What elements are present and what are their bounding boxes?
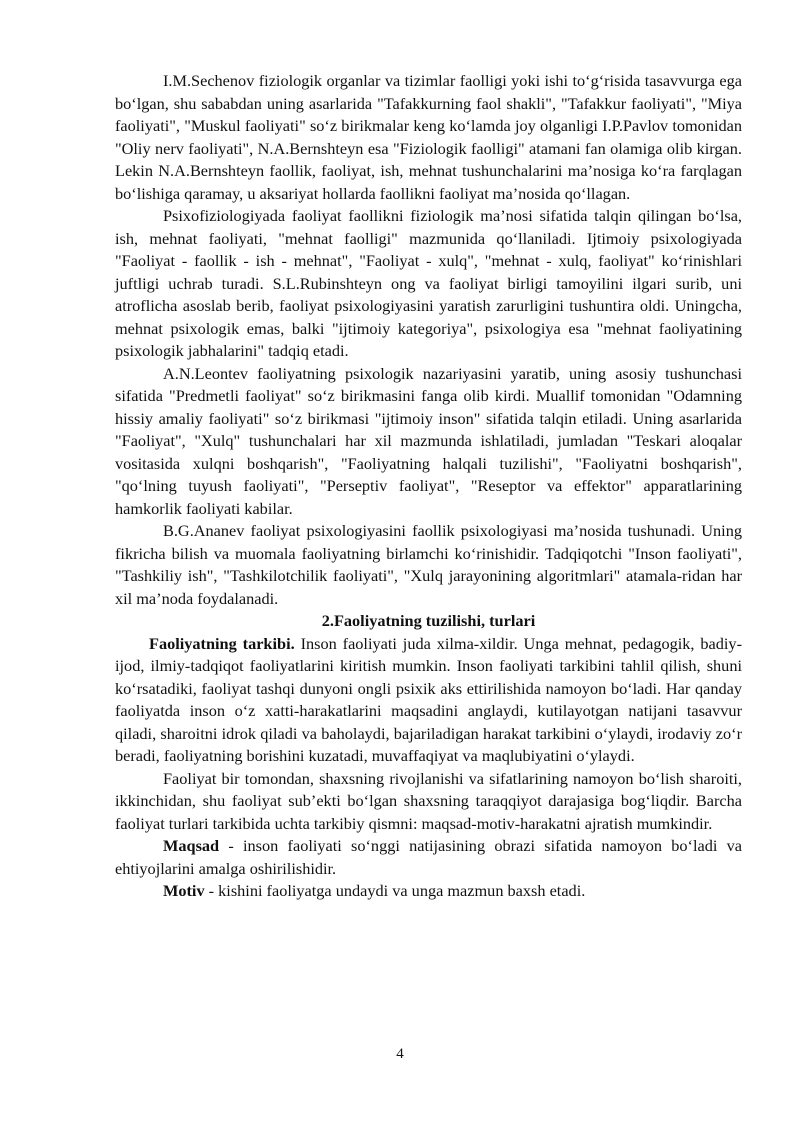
maqsad-term: Maqsad bbox=[163, 836, 220, 855]
paragraph-sechenov: I.M.Sechenov fiziologik organlar va tizimlar faolligi yoki ishi to‘g‘risida tasavvurga ega bo‘lgan, shu sababdan uning asarlarida "Tafakkurning faol shakli", "Tafakkur faoliyati", "Miya faoliyati", "Muskul faoliyati" so‘z birikmalar keng ko‘lamda joy olganligi I.P.Pavlov tomonidan "Oliy nerv faoliyati", N.A.Bernshteyn esa "Fiziologik faolligi" atamani fan olamiga olib kirgan. Lekin N.A.Bernshteyn faollik, faoliyat, ish, mehnat tushunchalarini ma’nosiga ko‘ra farqlagan bo‘lishiga qaramay, u aksariyat hollarda faollikni faoliyat ma’nosida qo‘llagan. bbox=[115, 71, 742, 203]
paragraph-motiv bbox=[115, 880, 742, 903]
maqsad-text: - inson faoliyati so‘nggi natijasining obrazi sifatida namoyon bo‘ladi va ehtiyojlarini amalga oshirilishidir. bbox=[115, 836, 742, 878]
page-body bbox=[115, 70, 742, 903]
paragraph-structure bbox=[115, 633, 742, 768]
paragraph-psychophysiology: Psixofiziologiyada faoliyat faollikni fiziologik ma’nosi sifatida talqin qilingan bo‘lsa, ish, mehnat faoliyati, "mehnat faolligi" mazmunida qo‘llaniladi. Ijtimoiy psixologiyada "Faoliyat - faollik - ish - mehnat", "Faoliyat - xulq", "mehnat - xulq, faoliyat" ko‘rinishlari juftligi uchrab turadi. S.L.Rubinshteyn ong va faoliyat birligi tamoyilini ilgari surib, uni atroflicha asoslab berib, faoliyat psixologiyasini yaratish zarurligini tushuntira oldi. Uningcha, mehnat psixologik emas, balki "ijtimoiy kategoriya", psixologiya esa "mehnat faoliyatining psixologik jabhalarini" tadqiq etadi. bbox=[115, 206, 742, 360]
paragraph-development: Faoliyat bir tomondan, shaxsning rivojlanishi va sifatlarining namoyon bo‘lish sharoiti, ikkinchidan, shu faoliyat sub’ekti bo‘lgan shaxsning taraqqiyot darajasiga bog‘liqdir. Barcha faoliyat turlari tarkibida uchta tarkibiy qismni: maqsad-motiv-harakatni ajratish mumkindir. bbox=[115, 768, 742, 833]
structure-term: Faoliyatning tarkibi. bbox=[149, 633, 295, 653]
paragraph-maqsad bbox=[115, 835, 742, 880]
page-number: 4 bbox=[396, 1046, 404, 1062]
paragraph-ananev: B.G.Ananev faoliyat psixologiyasini faollik psixologiyasi ma’nosida tushunadi. Uning fikricha bilish va muomala faoliyatning birlamchi ko‘rinishidir. Tadqiqotchi "Inson faoliyati", "Tashkiliy ish", "Tashkilotchilik faoliyati", "Xulq jarayonining algoritmlari" atamala-ridan har xil ma’noda foydalanadi. bbox=[115, 521, 742, 608]
structure-text: Inson faoliyati juda xilma-xildir. Unga mehnat, pedagogik, badiy-ijod, ilmiy-tadqiqot faoliyatlarini kiritish mumkin. Inson faoliyati tarkibini tahlil qilish, shuni ko‘rsatadiki, faoliyat tashqi dunyoni ongli psixik aks ettirilishida namoyon bo‘ladi. Har qanday faoliyatda inson o‘z xatti-harakatlarini maqsadini anglaydi, kutilayotgan natijani tasavvur qiladi, sharoitni idrok qiladi va baholaydi, bajariladigan harakat tarkibini o‘ylaydi, irodaviy zo‘r beradi, faoliyatning borishini kuzatadi, muvaffaqiyat va maqlubiyatini o‘ylaydi. bbox=[115, 633, 742, 765]
paragraph-leontev: A.N.Leontev faoliyatning psixologik nazariyasini yaratib, uning asosiy tushunchasi sifatida "Predmetli faoliyat" so‘z birikmasini fanga olib kirdi. Muallif tomonidan "Odamning hissiy amaliy faoliyati" so‘z birikmasi "ijtimoiy inson" sifatida talqin etiladi. Uning asarlarida "Faoliyat", "Xulq" tushunchalari har xil mazmunda ishlatiladi, jumladan "Teskari aloqalar vositasida xulqni boshqarish", "Faoliyatning halqali tuzilishi", "Faoliyatni boshqarish", "qo‘lning tuyush faoliyati", "Perseptiv faoliyat", "Reseptor va effektor" apparatlarining hamkorlik faoliyati kabilar. bbox=[115, 363, 742, 518]
motiv-text: - kishini faoliyatga undaydi va unga mazmun baxsh etadi. bbox=[204, 881, 586, 900]
motiv-term: Motiv bbox=[163, 881, 205, 900]
section-heading: 2.Faoliyatning tuzilishi, turlari bbox=[321, 611, 536, 630]
